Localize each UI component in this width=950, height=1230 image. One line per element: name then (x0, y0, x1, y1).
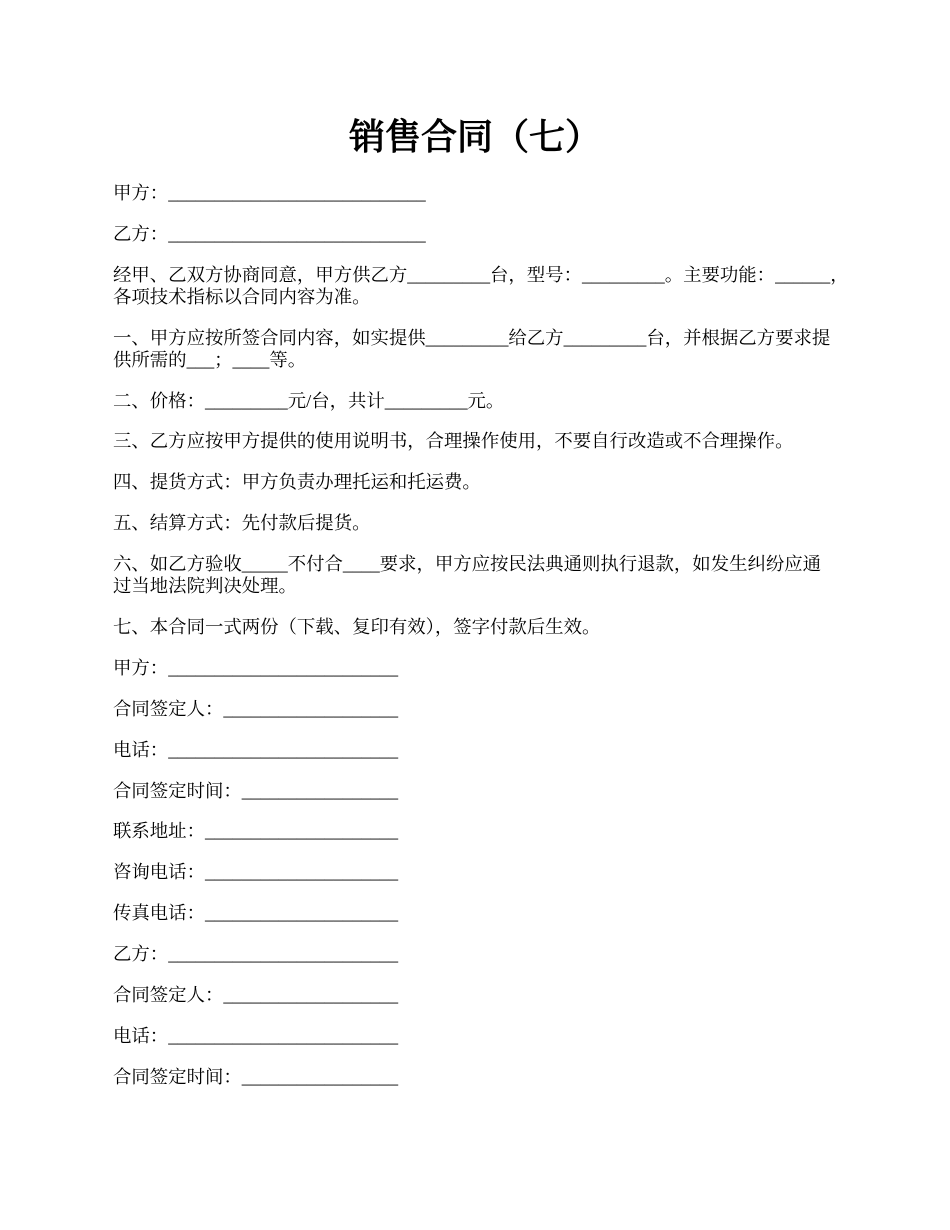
signature-row-signer (113, 698, 873, 720)
clause-3 (113, 430, 873, 452)
clause-4 (113, 471, 873, 493)
signature-row-address (113, 820, 873, 842)
party-b-label: 乙方： (113, 223, 169, 244)
field-label: 甲方： (113, 657, 169, 678)
blank-line: ___________________ (223, 698, 399, 719)
paragraph-line: 六、如乙方验收_____不付合____要求，甲方应按民法典通则执行退款，如发生纠纷应通 (113, 554, 822, 575)
party-b-signature-block (113, 943, 873, 1088)
blank-line: _________________________ (168, 1025, 399, 1046)
party-a-label: 甲方： (113, 183, 169, 203)
blank-line: _________________ (241, 780, 399, 801)
signature-row-phone (113, 739, 873, 761)
field-label: 电话： (113, 739, 169, 760)
blank-line: _____________________ (204, 821, 399, 842)
signature-row-party (113, 943, 873, 965)
blank-line: _____________________ (204, 903, 399, 924)
field-label: 电话： (113, 1025, 169, 1046)
clause-2 (113, 390, 873, 412)
party-b-row (113, 223, 873, 245)
paragraph-line: 四、提货方式：甲方负责办理托运和托运费。 (113, 472, 481, 493)
field-label: 合同签定人： (113, 985, 224, 1006)
paragraph-line: 供所需的___；____等。 (113, 349, 307, 370)
party-b-blank: ____________________________ (168, 223, 426, 244)
field-label: 联系地址： (113, 821, 205, 842)
signature-row-date (113, 1066, 873, 1088)
blank-line: _____________________ (204, 862, 399, 883)
blank-line: _________________________ (168, 657, 399, 678)
paragraph-line: 二、价格：_________元/台，共计_________元。 (113, 390, 505, 411)
signature-row-fax (113, 902, 873, 924)
paragraph-line: 过当地法院判决处理。 (113, 576, 297, 597)
party-a-blank: ____________________________ (168, 183, 426, 203)
field-label: 合同签定人： (113, 698, 224, 719)
party-a-signature-block (113, 657, 873, 924)
paragraph-line: 三、乙方应按甲方提供的使用说明书，合理操作使用，不要自行改造或不合理操作。 (113, 431, 794, 452)
clause-6 (113, 553, 873, 597)
blank-line: _________________________ (168, 944, 399, 965)
paragraph-line: 七、本合同一式两份（下载、复印有效），签字付款后生效。 (113, 617, 601, 638)
clause-7 (113, 616, 873, 638)
signature-row-party (113, 657, 873, 679)
paragraph-line: 经甲、乙双方协商同意，甲方供乙方_________台，型号：_________。主要功能：______， (113, 264, 849, 285)
field-label: 咨询电话： (113, 862, 205, 883)
field-label: 传真电话： (113, 903, 205, 924)
preamble-paragraph (113, 264, 873, 308)
field-label: 合同签定时间： (113, 1066, 242, 1087)
blank-line: _________________ (241, 1066, 399, 1087)
party-a-row (113, 182, 873, 204)
blank-line: _________________________ (168, 739, 399, 760)
paragraph-line: 各项技术指标以合同内容为准。 (113, 286, 371, 307)
paragraph-line: 五、结算方式：先付款后提货。 (113, 513, 371, 534)
field-label: 合同签定时间： (113, 780, 242, 801)
signature-row-phone (113, 1025, 873, 1047)
document-body (113, 182, 873, 1107)
signature-row-date (113, 780, 873, 802)
paragraph-line: 一、甲方应按所签合同内容，如实提供_________给乙方_________台，并根据乙方要求提 (113, 327, 831, 348)
signature-row-inquiry-phone (113, 861, 873, 883)
field-label: 乙方： (113, 944, 169, 965)
document-title: 销售合同（七） (348, 117, 601, 157)
clause-1 (113, 327, 873, 371)
blank-line: ___________________ (223, 985, 399, 1006)
clause-5 (113, 512, 873, 534)
signature-row-signer (113, 984, 873, 1006)
